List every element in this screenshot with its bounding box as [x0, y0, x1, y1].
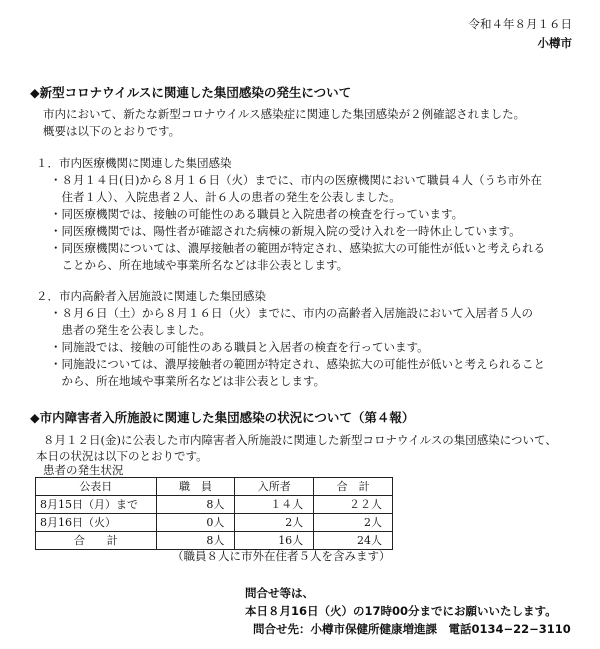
section2-intro-line1: ８月１２日(金)に公表した市内障害者入所施設に関連した新型コロナウイルスの集団感染について、	[43, 433, 557, 447]
table-cell-staff: 8人	[156, 496, 235, 514]
item1-title: １．市内医療機関に関連した集団感染	[36, 156, 232, 170]
item2-line2: 患者の発生を公表しました。	[50, 323, 211, 337]
table-cell-staff: 0人	[156, 514, 235, 532]
table-cell-date: 8月15日（月）まで	[36, 496, 157, 514]
table-cell-total: 24人	[314, 532, 393, 550]
table-row	[36, 496, 393, 514]
table-cell-residents: １４人	[235, 496, 314, 514]
table-header-date: 公表日	[36, 478, 157, 496]
table-header-residents: 入所者	[235, 478, 314, 496]
item1-line6: ことから、所在地域や事業所名などは非公表とします。	[50, 258, 349, 272]
table-note: （職員８人に市外在住者５人を含みます）	[172, 549, 391, 563]
item2-line5: から、所在地域や事業所名などは非公表とします。	[50, 374, 326, 388]
contact-info: 問合せ先：小樽市保健所健康増進課 電話0134−22−3110	[253, 622, 571, 636]
item2-line4: ・同施設については、濃厚接触者の範囲が特定され、感染拡大の可能性が低いと考えられること	[50, 357, 545, 371]
item1-line4: ・同医療機関では、陽性者が確認された病棟の新規入院の受け入れを一時休止しています。	[50, 224, 521, 238]
issuer-name: 小樽市	[537, 36, 572, 50]
section1-heading: ◆新型コロナウイルスに関連した集団感染の発生について	[30, 85, 352, 100]
table-cell-residents: 16人	[235, 532, 314, 550]
table-cell-total-label: 合 計	[36, 532, 157, 550]
section1-intro-line1: 市内において、新たな新型コロナウイルス感染症に関連した集団感染が２例確認されました。	[43, 107, 526, 121]
item2-line1: ・８月６日（土）から８月１６日（火）までに、市内の高齢者入居施設において入居者５人の	[50, 306, 533, 320]
table-header-staff: 職 員	[156, 478, 235, 496]
contact-intro: 問合せ等は、	[245, 586, 314, 600]
item2-title: ２．市内高齢者入居施設に関連した集団感染	[36, 289, 266, 303]
item1-line2: 住者１人）、入院患者２人、計６人の患者の発生を公表しました。	[50, 190, 401, 204]
table-cell-staff: 8人	[156, 532, 235, 550]
section2-intro-line2: 本日の状況は以下のとおりです。	[36, 449, 208, 463]
contact-deadline: 本日８月16日（火）の17時00分までにお願いいたします。	[245, 604, 557, 618]
table-total-row	[36, 532, 393, 550]
section2-heading: ◆市内障害者入所施設に関連した集団感染の状況について（第４報）	[30, 410, 415, 425]
table-row	[36, 514, 393, 532]
table-cell-total: ２２人	[314, 496, 393, 514]
section1-intro-line2: 概要は以下のとおりです。	[43, 124, 181, 138]
item1-line1: ・８月１４日(日)から８月１６日（火）までに、市内の医療機関において職員４人（うち市外在	[50, 173, 542, 187]
item1-line5: ・同医療機関については、濃厚接触者の範囲が特定され、感染拡大の可能性が低いと考えられる	[50, 241, 545, 255]
table-header-row	[36, 478, 393, 496]
table-cell-date: 8月16日（火）	[36, 514, 157, 532]
table-caption: 患者の発生状況	[43, 463, 124, 477]
item2-line3: ・同施設では、接触の可能性のある職員と入居者の検査を行っています。	[50, 340, 429, 354]
item1-line3: ・同医療機関では、接触の可能性のある職員と入院患者の検査を行っています。	[50, 207, 464, 221]
table-cell-residents: 2人	[235, 514, 314, 532]
table-cell-total: 2人	[314, 514, 393, 532]
patient-status-table	[35, 477, 393, 550]
document-date: 令和４年８月１６日	[468, 17, 572, 31]
table-header-total: 合 計	[314, 478, 393, 496]
